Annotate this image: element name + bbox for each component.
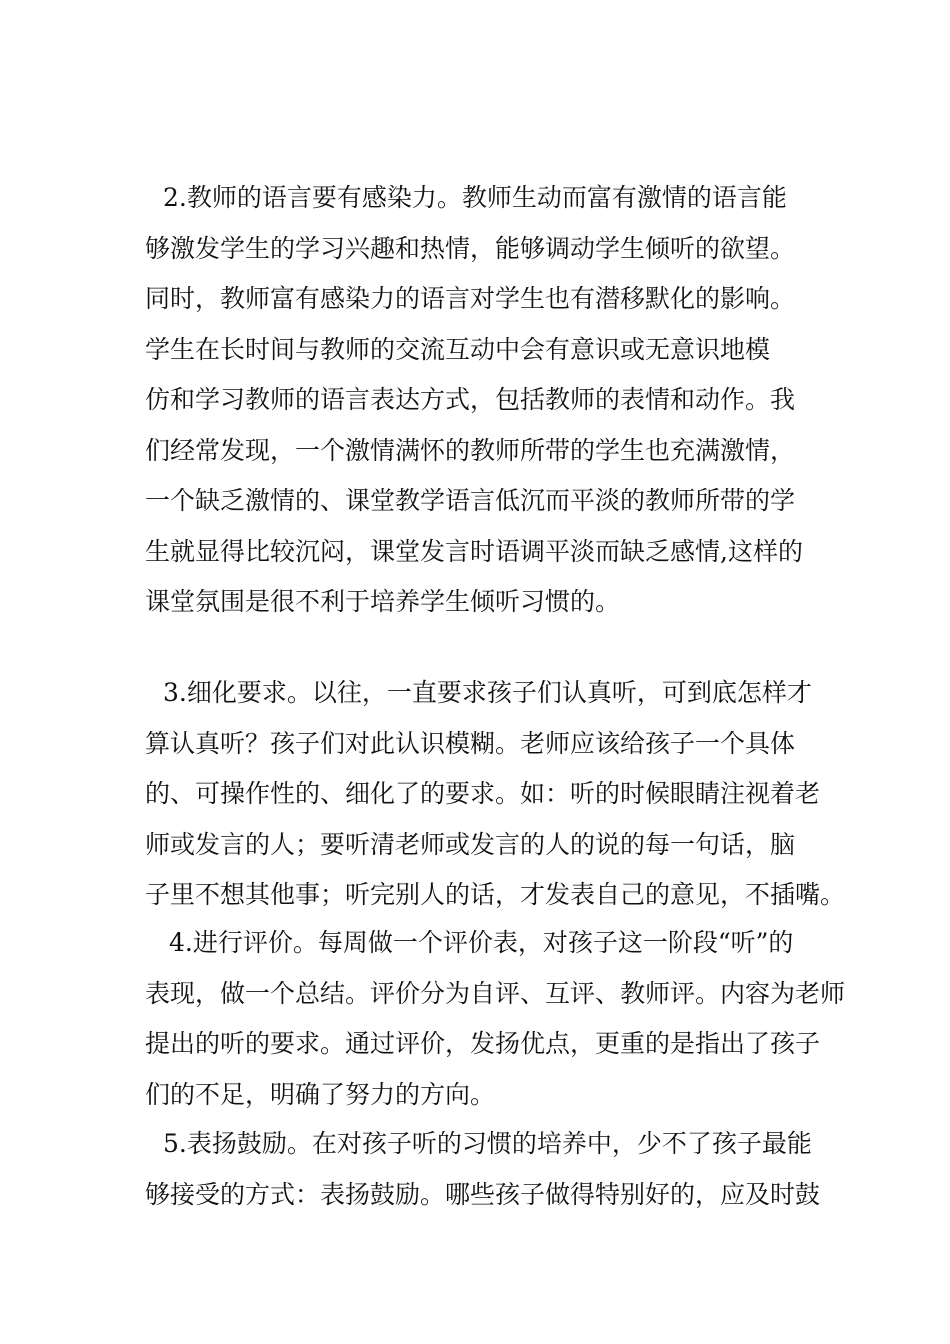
text-line: 子里不想其他事；听完别人的话，才发表自己的意见，不插嘴。 [145, 880, 846, 909]
text-line: 们的不足，明确了努力的方向。 [145, 1079, 496, 1109]
text-line: 课堂氛围是很不利于培养学生倾听习惯的。 [145, 587, 621, 616]
text-line: 师或发言的人；要听清老师或发言的人的说的每一句话，脑 [145, 829, 796, 859]
text-line: 5.表扬鼓励。在对孩子听的习惯的培养中，少不了孩子最能 [163, 1129, 812, 1158]
paragraph-teacher-language [145, 173, 815, 628]
text-line: 算认真听？孩子们对此认识模糊。老师应该给孩子一个具体 [145, 728, 796, 758]
paragraph-evaluation [145, 918, 846, 1120]
text-line: 同时，教师富有感染力的语言对学生也有潜移默化的影响。 [145, 284, 796, 313]
text-line: 够激发学生的学习兴趣和热情，能够调动学生倾听的欲望。 [145, 233, 796, 263]
text-line: 3.细化要求。以往，一直要求孩子们认真听，可到底怎样才 [163, 678, 812, 707]
text-line: 够接受的方式：表扬鼓励。哪些孩子做得特别好的，应及时鼓 [145, 1179, 821, 1209]
text-line: 学生在长时间与教师的交流互动中会有意识或无意识地模 [145, 334, 771, 364]
paragraph-detailed-requirements [145, 668, 846, 921]
text-line: 们经常发现，一个激情满怀的教师所带的学生也充满激情， [145, 435, 796, 465]
text-line: 2.教师的语言要有感染力。教师生动而富有激情的语言能 [163, 183, 787, 212]
text-line: 生就显得比较沉闷，课堂发言时语调平淡而缺乏感情,这样的 [145, 536, 803, 566]
text-line: 4.进行评价。每周做一个评价表，对孩子这一阶段“听”的 [169, 928, 794, 957]
text-line: 一个缺乏激情的、课堂教学语言低沉而平淡的教师所带的学 [145, 486, 796, 515]
text-line: 仿和学习教师的语言表达方式，包括教师的表情和动作。我 [145, 385, 796, 414]
paragraph-praise-encouragement [145, 1119, 821, 1220]
text-line: 的、可操作性的、细化了的要求。如：听的时候眼睛注视着老 [145, 779, 821, 808]
text-line: 表现，做一个总结。评价分为自评、互评、教师评。内容为老师 [145, 978, 846, 1008]
text-line: 提出的听的要求。通过评价，发扬优点，更重的是指出了孩子 [145, 1029, 821, 1058]
